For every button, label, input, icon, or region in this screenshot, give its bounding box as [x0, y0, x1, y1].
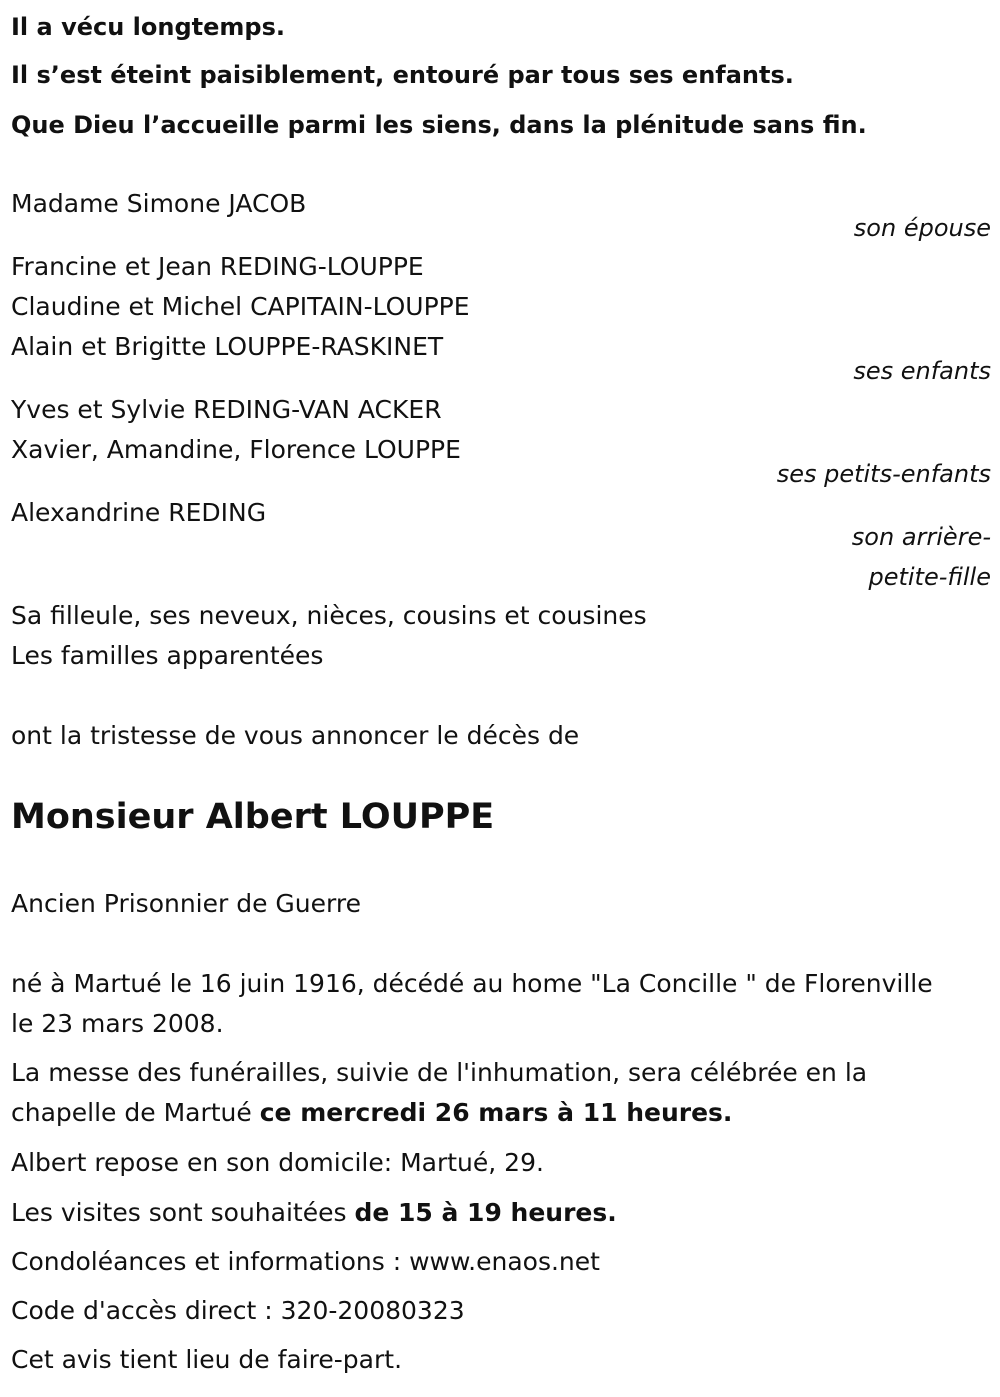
children-role: ses enfants [853, 357, 991, 385]
visits-text: Les visites sont souhaitées [11, 1198, 355, 1227]
announcement: ont la tristesse de vous annoncer le décès de [11, 721, 580, 750]
intro-line-1: Il a vécu longtemps. [11, 13, 285, 41]
funeral-line-1: La messe des funérailles, suivie de l'inhumation, sera célébrée en la [11, 1058, 868, 1087]
funeral-line-2 [11, 1098, 732, 1128]
intro-line-3: Que Dieu l’accueille parmi les siens, dans la plénitude sans fin. [11, 111, 867, 139]
notice-text: Cet avis tient lieu de faire-part. [11, 1345, 403, 1374]
spouse-role: son épouse [853, 214, 991, 242]
access-code: Code d'accès direct : 320-20080323 [11, 1296, 465, 1325]
great-granddaughter-role-line-2: petite-fille [868, 563, 991, 591]
spouse-name: Madame Simone JACOB [11, 189, 307, 218]
child-name: Francine et Jean REDING-LOUPPE [11, 252, 424, 281]
child-name: Claudine et Michel CAPITAIN-LOUPPE [11, 292, 470, 321]
great-granddaughter-role-line-1: son arrière- [851, 523, 991, 551]
condolences-info: Condoléances et informations : www.enaos.net [11, 1247, 600, 1276]
funeral-datetime: ce mercredi 26 mars à 11 heures. [259, 1098, 733, 1127]
grandchild-name: Yves et Sylvie REDING-VAN ACKER [11, 395, 442, 424]
child-name: Alain et Brigitte LOUPPE-RASKINET [11, 332, 444, 361]
grandchildren-role: ses petits-enfants [776, 460, 991, 488]
rest-place: Albert repose en son domicile: Martué, 29. [11, 1148, 544, 1177]
grandchild-name: Xavier, Amandine, Florence LOUPPE [11, 435, 461, 464]
intro-line-2: Il s’est éteint paisiblement, entouré par tous ses enfants. [11, 61, 794, 89]
related-families: Les familles apparentées [11, 641, 324, 670]
other-relatives: Sa filleule, ses neveux, nièces, cousins et cousines [11, 601, 647, 630]
birth-death-line-2: le 23 mars 2008. [11, 1009, 224, 1038]
visits-hours: de 15 à 19 heures. [354, 1198, 617, 1227]
great-granddaughter-name: Alexandrine REDING [11, 498, 267, 527]
visits-line [11, 1198, 617, 1228]
deceased-name: Monsieur Albert LOUPPE [11, 797, 495, 837]
birth-death-line-1: né à Martué le 16 juin 1916, décédé au home "La Concille " de Florenville [11, 969, 933, 998]
deceased-title: Ancien Prisonnier de Guerre [11, 889, 361, 918]
funeral-place: chapelle de Martué [11, 1098, 260, 1127]
